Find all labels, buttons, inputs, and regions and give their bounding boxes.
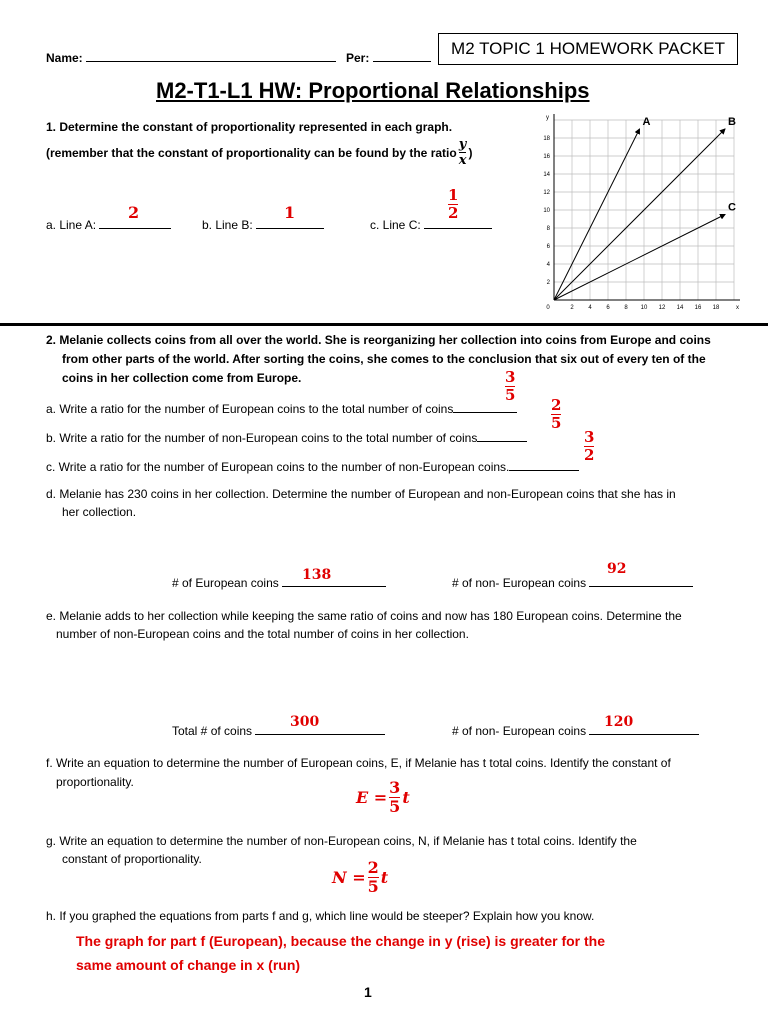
q2g-text-1: g. Write an equation to determine the number of non-European coins, N, if Melanie has t total coins. Identify the bbox=[46, 834, 637, 848]
q2-intro-1: 2. Melanie collects coins from all over the world. She is reorganizing her collection into coins from Europe and coins bbox=[46, 333, 711, 347]
series-label-c: C bbox=[728, 201, 736, 214]
x-tick-label: 18 bbox=[712, 305, 720, 311]
name-label: Name: bbox=[46, 49, 336, 65]
q2e-total-field[interactable] bbox=[255, 722, 385, 735]
q2f-text-1: f. Write an equation to determine the number of European coins, E, if Melanie has t total coins. Identify the constant of bbox=[46, 756, 671, 770]
q1a-answer: 2 bbox=[128, 203, 140, 222]
x-tick-label: 0 bbox=[546, 305, 550, 311]
page-title: M2-T1-L1 HW: Proportional Relationships bbox=[156, 78, 590, 103]
period-label: Per: bbox=[346, 49, 431, 65]
y-tick-label: 8 bbox=[546, 226, 550, 232]
q2-intro-2: from other parts of the world. After sorting the coins, she comes to the conclusion that six out of every ten of the bbox=[62, 352, 706, 366]
q2d-non-field[interactable] bbox=[589, 574, 693, 587]
y-tick-label: 18 bbox=[543, 136, 550, 142]
q2a: a. Write a ratio for the number of European coins to the total number of coins bbox=[46, 400, 517, 416]
x-tick-label: 2 bbox=[570, 305, 574, 311]
q1-hint: (remember that the constant of proportionality can be found by the ratio $\frac{y}{x}$ ) bbox=[46, 137, 473, 168]
x-axis-label: x bbox=[736, 305, 739, 311]
series-line-a bbox=[554, 129, 640, 300]
packet-title: M2 TOPIC 1 HOMEWORK PACKET bbox=[451, 39, 725, 58]
q2e-text-1: e. Melanie adds to her collection while keeping the same ratio of coins and now has 180 European coins. Determine the bbox=[46, 609, 682, 623]
x-tick-label: 6 bbox=[606, 305, 610, 311]
series-label-b: B bbox=[728, 116, 736, 128]
q2e-non-answer: 120 bbox=[604, 714, 634, 730]
x-tick-label: 12 bbox=[658, 305, 666, 311]
x-tick-label: 8 bbox=[624, 305, 628, 311]
q2a-answer: $\frac{3}{5}$ bbox=[505, 368, 516, 404]
x-tick-label: 14 bbox=[676, 305, 684, 311]
q2d-euro: # of European coins bbox=[172, 574, 386, 590]
q1b: b. Line B: bbox=[202, 216, 324, 232]
y-tick-label: 14 bbox=[543, 172, 550, 178]
q2d-non: # of non- European coins bbox=[452, 574, 693, 590]
q2c-answer-field[interactable] bbox=[509, 458, 579, 471]
q2-intro-3: coins in her collection come from Europe. bbox=[62, 371, 302, 385]
y-tick-label: 2 bbox=[546, 280, 550, 286]
series-line-b bbox=[554, 129, 725, 300]
q2b-answer-field[interactable] bbox=[477, 429, 527, 442]
section-divider bbox=[0, 323, 768, 326]
q1-prompt: 1. Determine the constant of proportionality represented in each graph. bbox=[46, 120, 453, 134]
q2g-equation: N = $\frac{2}{5}$ t bbox=[332, 858, 389, 896]
x-tick-label: 16 bbox=[694, 305, 702, 311]
y-tick-label: 4 bbox=[546, 262, 550, 268]
q1c: c. Line C: bbox=[370, 216, 492, 232]
q1b-answer: 1 bbox=[284, 203, 296, 222]
q2f-text-2: proportionality. bbox=[56, 775, 134, 789]
q2b: b. Write a ratio for the number of non-European coins to the total number of coins bbox=[46, 429, 527, 445]
series-line-c bbox=[554, 215, 725, 301]
q2h-answer-1: The graph for part f (European), because the change in y (rise) is greater for the bbox=[76, 933, 605, 949]
y-tick-label: 6 bbox=[546, 244, 550, 250]
q2e-total-answer: 300 bbox=[290, 714, 320, 730]
q2d-text-1: d. Melanie has 230 coins in her collection. Determine the number of European and non-European coins that she has in bbox=[46, 487, 676, 501]
q2d-non-answer: 92 bbox=[607, 561, 627, 577]
graph-series bbox=[554, 116, 736, 300]
q1c-answer: $\frac{1}{2}$ bbox=[448, 186, 459, 222]
x-tick-label: 4 bbox=[588, 305, 592, 311]
q2e-non: # of non- European coins bbox=[452, 722, 699, 738]
q2c: c. Write a ratio for the number of European coins to the number of non-European coins. bbox=[46, 458, 579, 474]
page-number: 1 bbox=[364, 984, 372, 1000]
q2e-text-2: number of non-European coins and the total number of coins in her collection. bbox=[56, 627, 469, 641]
q2h-text: h. If you graphed the equations from parts f and g, which line would be steeper? Explain how you know. bbox=[46, 909, 595, 923]
packet-title-box bbox=[438, 33, 738, 65]
q2h-answer-2: same amount of change in x (run) bbox=[76, 957, 301, 973]
y-tick-label: 16 bbox=[543, 154, 550, 160]
name-field[interactable] bbox=[86, 49, 336, 62]
series-label-a: A bbox=[642, 116, 651, 128]
y-tick-label: 12 bbox=[543, 190, 550, 196]
q1a: a. Line A: bbox=[46, 216, 171, 232]
q2d-euro-field[interactable] bbox=[282, 574, 386, 587]
proportional-graph bbox=[520, 100, 745, 315]
x-tick-label: 10 bbox=[640, 305, 648, 311]
q2f-equation: E = $\frac{3}{5}$ t bbox=[356, 778, 410, 816]
q2d-euro-answer: 138 bbox=[302, 567, 332, 583]
q2g-text-2: constant of proportionality. bbox=[62, 852, 202, 866]
q2c-answer: $\frac{3}{2}$ bbox=[584, 428, 595, 464]
q2d-text-2: her collection. bbox=[62, 505, 137, 519]
ratio-y-over-x: $\frac{y}{x}$ bbox=[458, 137, 467, 168]
period-field[interactable] bbox=[373, 49, 431, 62]
q2b-answer: $\frac{2}{5}$ bbox=[551, 396, 562, 432]
y-axis-label: y bbox=[546, 115, 549, 121]
q2e-total: Total # of coins bbox=[172, 722, 385, 738]
y-tick-label: 10 bbox=[543, 208, 550, 214]
